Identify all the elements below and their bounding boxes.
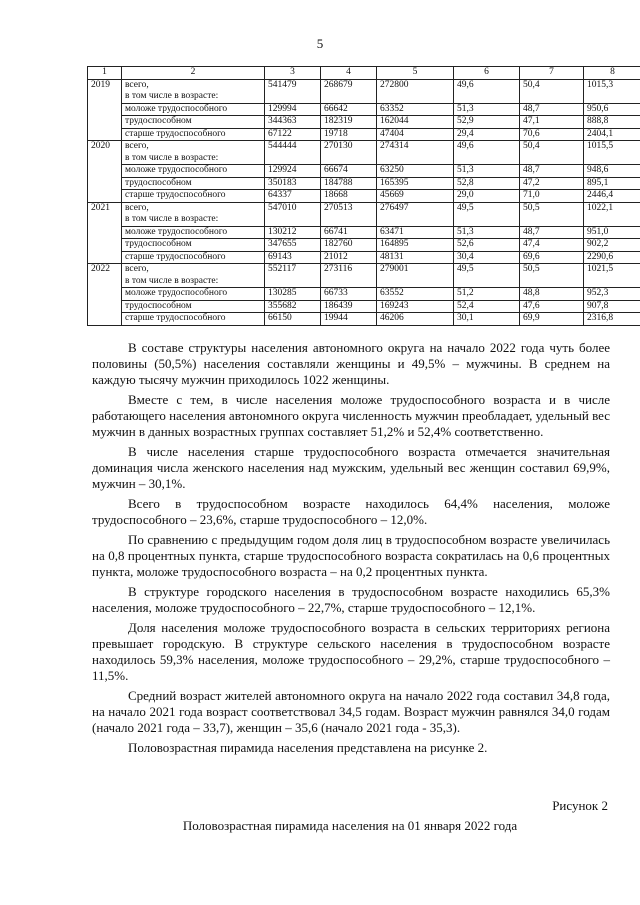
paragraph: Вместе с тем, в числе населения моложе трудоспособного возраста и в числе работающего населения автономного округа численность мужчин преобладает, удельный вес мужчин в данных возрастных группах составляет 51,2% и 52,4% соответственно. [92,392,610,439]
table-row [88,79,640,103]
paragraph: Доля населения моложе трудоспособного возраста в сельских территориях региона превышает городскую. В структуре сельского населения в трудоспособном возрасте находилось 59,3% населения, моложе трудоспособного – 29,2%, старше трудоспособного – 11,5%. [92,620,610,683]
value-cell: 48,7 [520,226,584,239]
value-cell: 2316,8 [584,313,640,326]
value-cell: 52,6 [454,239,520,252]
value-cell: 47404 [377,128,454,141]
value-cell: 66733 [321,288,377,301]
value-cell: 2446,4 [584,190,640,203]
row-label: всего, [125,264,149,274]
paragraph: Всего в трудоспособном возрасте находилось 64,4% населения, моложе трудоспособного – 23,6%, старше трудоспособного – 12,0%. [92,496,610,527]
row-label-cell [122,128,265,141]
table-row [88,313,640,326]
value-cell: 63471 [377,226,454,239]
row-label-cell [122,116,265,129]
population-table [87,66,640,326]
value-cell: 51,3 [454,103,520,116]
row-label: трудоспособном [125,239,192,249]
value-cell: 18668 [321,190,377,203]
table-header-cell: 5 [377,67,454,80]
value-cell: 48131 [377,251,454,264]
value-cell: 52,4 [454,300,520,313]
value-cell: 1022,1 [584,202,640,226]
table-header-cell: 7 [520,67,584,80]
value-cell: 48,7 [520,165,584,178]
row-label: моложе трудоспособного [125,165,228,175]
value-cell: 130285 [265,288,321,301]
value-cell: 51,3 [454,226,520,239]
value-cell: 63352 [377,103,454,116]
value-cell: 49,6 [454,79,520,103]
value-cell: 164895 [377,239,454,252]
row-label-cell [122,300,265,313]
value-cell: 1015,5 [584,141,640,165]
value-cell: 344363 [265,116,321,129]
row-label-cell [122,177,265,190]
value-cell: 45669 [377,190,454,203]
value-cell: 47,4 [520,239,584,252]
value-cell: 48,8 [520,288,584,301]
value-cell: 129994 [265,103,321,116]
value-cell: 184788 [321,177,377,190]
row-label-cell [122,79,265,103]
table-header-cell: 4 [321,67,377,80]
table-header-cell: 6 [454,67,520,80]
year-cell: 2021 [88,202,122,264]
value-cell: 69,9 [520,313,584,326]
row-label-cell [122,103,265,116]
value-cell: 52,9 [454,116,520,129]
value-cell: 66674 [321,165,377,178]
value-cell: 50,5 [520,264,584,288]
value-cell: 21012 [321,251,377,264]
value-cell: 907,8 [584,300,640,313]
paragraph: В составе структуры населения автономного округа на начало 2022 года чуть более половины (50,5%) населения составляли женщины и 49,5% – мужчины. В среднем на каждую тысячу мужчин приходилось 1022 женщины. [92,340,610,387]
value-cell: 50,4 [520,141,584,165]
row-label-cell [122,226,265,239]
value-cell: 902,2 [584,239,640,252]
paragraph: Половозрастная пирамида населения представлена на рисунке 2. [128,740,488,755]
value-cell: 547010 [265,202,321,226]
value-cell: 951,0 [584,226,640,239]
row-label-cell [122,264,265,288]
value-cell: 350183 [265,177,321,190]
value-cell: 69,6 [520,251,584,264]
value-cell: 948,6 [584,165,640,178]
value-cell: 48,7 [520,103,584,116]
table-header-cell: 3 [265,67,321,80]
row-sublabel: в том числе в возрасте: [125,91,219,101]
value-cell: 268679 [321,79,377,103]
row-label-cell [122,239,265,252]
value-cell: 63552 [377,288,454,301]
value-cell: 888,8 [584,116,640,129]
paragraph: Средний возраст жителей автономного округа на начало 2022 года составил 34,8 года, на начало 2021 года возраст соответствовал 34,5 годам. Возраст мужчин равнялся 34,0 годам (начало 2021 года – 33,7), женщин – 35,6 (начало 2021 года - 35,3). [92,688,610,735]
value-cell: 52,8 [454,177,520,190]
row-label-cell [122,313,265,326]
row-label: моложе трудоспособного [125,103,228,114]
value-cell: 270513 [321,202,377,226]
table-row [88,202,640,226]
value-cell: 272800 [377,79,454,103]
value-cell: 19718 [321,128,377,141]
value-cell: 129924 [265,165,321,178]
table-header-row [88,67,640,80]
paragraph: В структуре городского населения в трудоспособном возрасте находились 65,3% населения, моложе трудоспособного – 22,7%, старше трудоспособного – 12,1%. [92,584,610,615]
value-cell: 355682 [265,300,321,313]
row-sublabel: в том числе в возрасте: [125,275,219,286]
year-cell: 2020 [88,141,122,203]
value-cell: 29,4 [454,128,520,141]
page-number: 5 [316,36,324,51]
table-row [88,128,640,141]
value-cell: 70,6 [520,128,584,141]
value-cell: 50,4 [520,79,584,103]
table-row [88,116,640,129]
row-sublabel: в том числе в возрасте: [125,152,219,163]
value-cell: 952,3 [584,288,640,301]
row-label: всего, [125,202,149,213]
value-cell: 169243 [377,300,454,313]
value-cell: 552117 [265,264,321,288]
value-cell: 71,0 [520,190,584,203]
value-cell: 47,2 [520,177,584,190]
value-cell: 49,6 [454,141,520,165]
row-label-cell [122,288,265,301]
row-label: трудоспособном [125,116,192,126]
value-cell: 30,1 [454,313,520,326]
value-cell: 51,2 [454,288,520,301]
table-row [88,300,640,313]
table-header-cell: 2 [122,67,265,80]
row-label: трудоспособном [125,177,192,188]
table-row [88,177,640,190]
table-row [88,288,640,301]
value-cell: 47,1 [520,116,584,129]
row-label-cell [122,141,265,165]
value-cell: 274314 [377,141,454,165]
value-cell: 19944 [321,313,377,326]
paragraph: В числе населения старше трудоспособного возраста отмечается значительная доминация числа женского населения над мужским, удельный вес женщин составил 69,9%, мужчин – 30,1%. [92,444,610,491]
value-cell: 544444 [265,141,321,165]
row-label: всего, [125,79,149,90]
value-cell: 30,4 [454,251,520,264]
row-label: старше трудоспособного [125,190,226,200]
value-cell: 49,5 [454,264,520,288]
row-label: старше трудоспособного [125,313,226,323]
value-cell: 130212 [265,226,321,239]
value-cell: 895,1 [584,177,640,190]
row-label: моложе трудоспособного [125,226,228,237]
value-cell: 69143 [265,251,321,264]
paragraph: По сравнению с предыдущим годом доля лиц в трудоспособном возрасте увеличилась на 0,8 процентных пункта, старше трудоспособного возраста сократилась на 0,6 процентных пункта, моложе трудоспособного возраста – на 0,2 процентных пункта. [92,532,610,579]
value-cell: 63250 [377,165,454,178]
value-cell: 46206 [377,313,454,326]
table-header-cell: 1 [88,67,122,80]
value-cell: 1015,3 [584,79,640,103]
row-label: трудоспособном [125,300,192,311]
value-cell: 2290,6 [584,251,640,264]
table-row [88,141,640,165]
value-cell: 29,0 [454,190,520,203]
value-cell: 165395 [377,177,454,190]
table-row [88,226,640,239]
row-label-cell [122,165,265,178]
table-row [88,251,640,264]
table-row [88,103,640,116]
value-cell: 541479 [265,79,321,103]
value-cell: 67122 [265,128,321,141]
row-label-cell [122,202,265,226]
value-cell: 273116 [321,264,377,288]
table-row [88,264,640,288]
value-cell: 2404,1 [584,128,640,141]
year-cell: 2019 [88,79,122,141]
row-label-cell [122,251,265,264]
value-cell: 270130 [321,141,377,165]
value-cell: 182760 [321,239,377,252]
value-cell: 50,5 [520,202,584,226]
value-cell: 162044 [377,116,454,129]
row-sublabel: в том числе в возрасте: [125,214,219,224]
table-row [88,239,640,252]
value-cell: 64337 [265,190,321,203]
table-row [88,165,640,178]
row-label-cell [122,190,265,203]
value-cell: 66741 [321,226,377,239]
value-cell: 66150 [265,313,321,326]
value-cell: 276497 [377,202,454,226]
value-cell: 186439 [321,300,377,313]
value-cell: 49,5 [454,202,520,226]
row-label: всего, [125,141,149,151]
table-row [88,190,640,203]
row-label: старше трудоспособного [125,251,226,262]
row-label: старше трудоспособного [125,128,226,139]
figure-label: Рисунок 2 [552,798,608,813]
value-cell: 1021,5 [584,264,640,288]
value-cell: 182319 [321,116,377,129]
table-header-cell: 8 [584,67,640,80]
year-cell: 2022 [88,264,122,326]
body-text [92,340,610,760]
value-cell: 347655 [265,239,321,252]
figure-title: Половозрастная пирамида населения на 01 января 2022 года [182,818,518,833]
value-cell: 66642 [321,103,377,116]
value-cell: 47,6 [520,300,584,313]
value-cell: 950,6 [584,103,640,116]
value-cell: 279001 [377,264,454,288]
row-label: моложе трудоспособного [125,288,228,298]
value-cell: 51,3 [454,165,520,178]
